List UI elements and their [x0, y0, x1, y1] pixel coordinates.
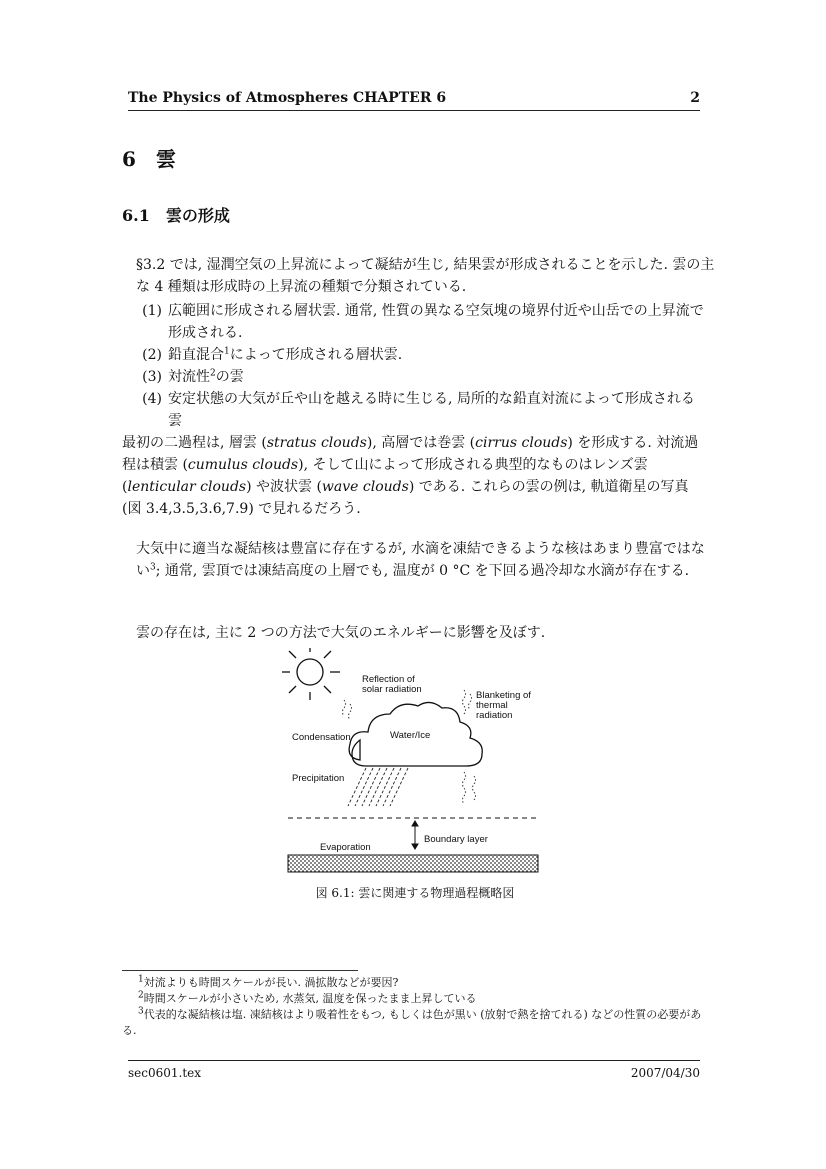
paragraph-4-text: 雲の存在は, 主に 2 つの方法で大気のエネルギーに影響を及ぼす. — [136, 625, 546, 641]
paragraph-1-text: §3.2 では, 湿潤空気の上昇流によって凝結が生じ, 結果雲が形成されることを示した. 雲の主な 4 種類は形成時の上昇流の種類で分類されている. — [136, 257, 715, 295]
footer-date: 2007/04/30 — [630, 1066, 700, 1080]
reflection-squiggle-icon — [343, 700, 352, 720]
label-precipitation: Precipitation — [292, 773, 345, 784]
list-number: (3) — [142, 369, 162, 385]
list-text-pre: 鉛直混合 — [168, 347, 224, 363]
list-number: (1) — [142, 303, 162, 319]
page-number: 2 — [690, 90, 700, 106]
list-text: 安定状態の大気が丘や山を越える時に生じる, 局所的な鉛直対流によって形成される雲 — [168, 391, 695, 429]
p2-seg: ) である. これらの雲の例は, 軌道衛星の写真 (図 3.4,3.5,3.6,7.9) で見れるだろう. — [122, 479, 689, 517]
footnote-3 — [122, 1007, 704, 1039]
footnote-text: 時間スケールが小さいため, 水蒸気, 温度を保ったまま上昇している — [143, 992, 477, 1005]
footnote-mark: 1 — [138, 974, 144, 985]
list-number: (2) — [142, 347, 162, 363]
footnote-mark: 2 — [138, 990, 144, 1001]
list-number: (4) — [142, 391, 162, 407]
footnote-1 — [122, 975, 720, 991]
list-item — [122, 300, 704, 344]
footnote-mark: 3 — [138, 1006, 144, 1017]
cloud-type-list — [122, 300, 704, 432]
list-text-pre: 対流性 — [168, 369, 210, 385]
p2-seg: ), 高層では巻雲 ( — [366, 435, 476, 451]
term-wave: wave clouds — [321, 479, 409, 495]
label-water-ice: Water/Ice — [390, 730, 431, 741]
ground-surface — [288, 855, 538, 872]
label-evaporation: Evaporation — [320, 842, 371, 853]
label-boundary-layer: Boundary layer — [424, 834, 488, 845]
running-header — [128, 90, 700, 111]
figure-caption: 図 6.1: 雲に関連する物理過程概略図 — [315, 886, 515, 900]
page-footer — [128, 1060, 700, 1080]
term-cirrus: cirrus clouds — [475, 435, 568, 451]
footnote-ref-3[interactable]: 3 — [150, 562, 156, 573]
p3-seg: 大気中に適当な凝結核は豊富に存在するが, 水滴を凍結できるような核はあまり豊富ではない — [136, 541, 705, 579]
chapter-title: 6 雲 — [122, 147, 176, 171]
list-text — [168, 366, 704, 388]
paragraph-3 — [122, 538, 718, 582]
footer-filename: sec0601.tex — [128, 1066, 202, 1080]
footnote-2 — [122, 991, 720, 1007]
p2-seg: ) や波状雲 ( — [246, 479, 322, 495]
footnote-text: 代表的な凝結核は塩. 凍結核はより吸着性をもつ, もしくは色が黒い (放射で熱を捨てれる) などの性質の必要がある. — [122, 1008, 702, 1037]
footnote-ref-2[interactable]: 2 — [210, 368, 216, 379]
section-title: 6.1 雲の形成 — [122, 206, 230, 225]
p2-seg: ) を形成する. 対流過程は積雲 ( — [122, 435, 699, 473]
label-reflection-1: Reflection of — [362, 674, 415, 685]
thermal-squiggle-icon — [463, 690, 472, 714]
label-reflection-2: solar radiation — [362, 684, 422, 695]
paragraph-2 — [122, 432, 704, 520]
paragraph-4 — [122, 622, 718, 644]
list-item — [122, 344, 704, 366]
term-lenticular: lenticular clouds — [127, 479, 247, 495]
footnote-rule — [122, 970, 358, 971]
list-text-post: によって形成される層状雲. — [229, 347, 403, 363]
footnote-text: 対流よりも時間スケールが長い. 渦拡散などが要因? — [143, 976, 399, 989]
list-item — [122, 388, 704, 432]
rising-moisture-icon — [463, 772, 476, 804]
rain-icon — [348, 768, 408, 806]
double-arrow-icon — [412, 821, 418, 849]
list-item — [122, 366, 704, 388]
label-blanketing-3: radiation — [476, 710, 513, 721]
cloud-process-figure — [280, 648, 550, 880]
term-stratus: stratus clouds — [266, 435, 367, 451]
footnote-ref-1[interactable]: 1 — [224, 346, 230, 357]
label-blanketing-1: Blanketing of — [476, 690, 531, 701]
label-blanketing-2: thermal — [476, 700, 508, 711]
p2-seg: ), そして山によって形成される典型的なものはレンズ雲 ( — [122, 457, 648, 495]
list-text — [168, 344, 704, 366]
p3-seg: ; 通常, 雲頂では凍結高度の上層でも, 温度が 0 °C を下回る過冷却な水滴が存在する. — [155, 563, 690, 579]
sun-icon — [282, 648, 340, 700]
label-condensation: Condensation — [292, 732, 351, 743]
list-text: 広範囲に形成される層状雲. 通常, 性質の異なる空気塊の境界付近や山岳での上昇流で形成される. — [168, 303, 704, 341]
term-cumulus: cumulus clouds — [187, 457, 299, 473]
list-text-post: の雲 — [215, 369, 244, 385]
header-title: The Physics of Atmospheres CHAPTER 6 — [128, 90, 447, 106]
p2-seg: 最初の二過程は, 層雲 ( — [122, 435, 267, 451]
paragraph-1 — [122, 254, 718, 298]
